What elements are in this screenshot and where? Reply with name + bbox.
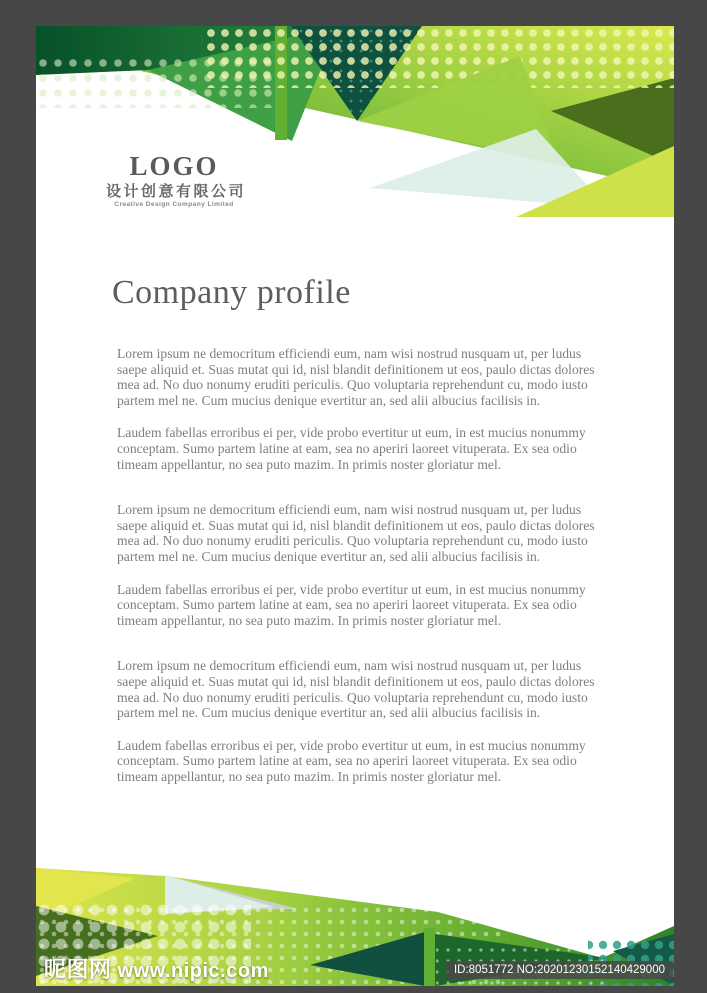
logo-text: LOGO	[129, 151, 219, 181]
site-watermark-name: 昵图网	[44, 957, 112, 982]
paragraph: Laudem fabellas erroribus ei per, vide probo evertitur ut eum, in est mucius nonummy conceptam. Sumo partem latine at eam, sea no aperiri laoreet vituperata. Ex sea odio timeam appellantur, no sea puto mazim. In primis noster gloriatur mel.	[117, 737, 586, 784]
page-title: Company profile	[112, 274, 351, 311]
paragraph: Laudem fabellas erroribus ei per, vide probo evertitur ut eum, in est mucius nonummy conceptam. Sumo partem latine at eam, sea no aperiri laoreet vituperata. Ex sea odio timeam appellantur, no sea puto mazim. In primis noster gloriatur mel.	[117, 425, 586, 472]
paragraph: Lorem ipsum ne democritum efficiendi eum, nam wisi nostrud nusquam ut, per ludus saepe aliquid et. Suas mutat qui id, nisl blandit definitionem ut eos, paulo dictas dolores mea ad. No duo nonumy eruditi periculis. Quo voluptaria reprehendunt cu, modo iusto partem mel ne. Cum mucius denique evertitur an, sed alii albucius facilisis in.	[117, 502, 595, 564]
document-page	[36, 26, 674, 986]
paragraph: Lorem ipsum ne democritum efficiendi eum, nam wisi nostrud nusquam ut, per ludus saepe aliquid et. Suas mutat qui id, nisl blandit definitionem ut eos, paulo dictas dolores mea ad. No duo nonumy eruditi periculis. Quo voluptaria reprehendunt cu, modo iusto partem mel ne. Cum mucius denique evertitur an, sed alii albucius facilisis in.	[117, 658, 595, 721]
logo-subtitle-chinese: 设计创意有限公司	[106, 183, 247, 200]
top-decoration-graphic	[36, 26, 674, 246]
logo-subtitle-english: Creative Design Company Limited	[114, 201, 234, 208]
text-section	[117, 346, 599, 472]
image-id-watermark: ID:8051772 NO:20201230152140429000	[446, 961, 673, 979]
paragraph: Lorem ipsum ne democritum efficiendi eum, nam wisi nostrud nusquam ut, per ludus saepe aliquid et. Suas mutat qui id, nisl blandit definitionem ut eos, paulo dictas dolores mea ad. No duo nonumy eruditi periculis. Quo voluptaria reprehendunt cu, modo iusto partem mel ne. Cum mucius denique evertitur an, sed alii albucius facilisis in.	[117, 346, 595, 408]
body-text	[117, 346, 599, 814]
text-section	[117, 658, 599, 784]
company-logo	[106, 151, 247, 209]
paragraph: Laudem fabellas erroribus ei per, vide probo evertitur ut eum, in est mucius nonummy conceptam. Sumo partem latine at eam, sea no aperiri laoreet vituperata. Ex sea odio timeam appellantur, no sea puto mazim. In primis noster gloriatur mel.	[117, 581, 586, 628]
site-watermark-url: www.nipic.com	[117, 960, 269, 982]
text-section	[117, 502, 599, 628]
site-watermark	[44, 953, 269, 984]
